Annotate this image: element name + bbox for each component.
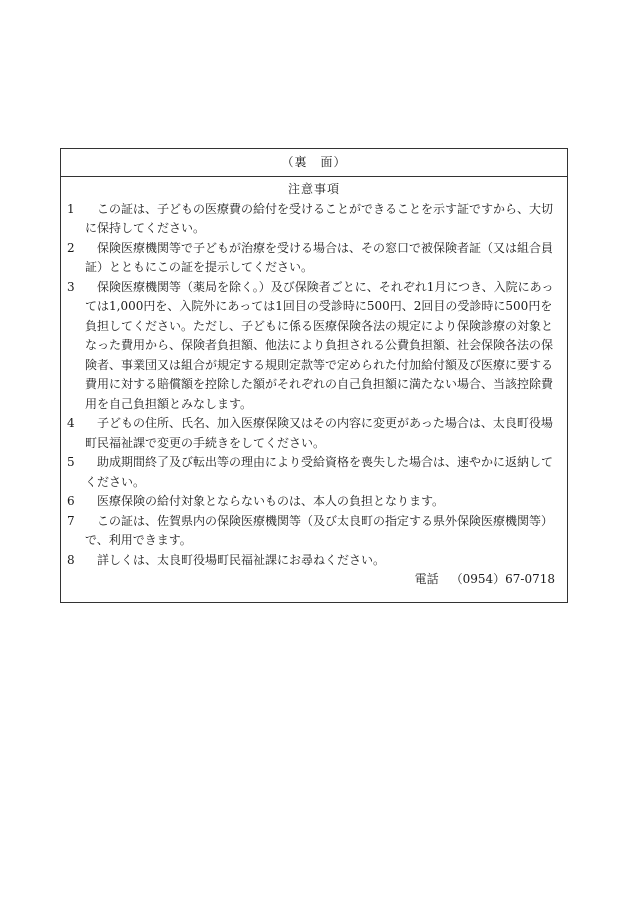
note-number: 6 bbox=[67, 494, 75, 508]
note-text: 保険医療機関等（薬局を除く。）及び保険者ごとに、それぞれ1月につき、入院にあっては1,000円を、入院外にあっては1回目の受診時に500円、2回目の受診時に500円を負担してください。ただし、子どもに係る医療保険各法の規定により保険診療の対象となった費用から、保険者負担額、他法により負担される公費負担額、社会保険各法の保険者、事業団又は組合が規定する規則定款等で定められた付加給付額及び医療に要する費用に対する賠償額を控除した額がそれぞれの自己負担額に満たない場合、当該控除費用を自己負担額とみなします。 bbox=[85, 279, 554, 411]
note-item bbox=[67, 239, 561, 278]
note-number: 7 bbox=[67, 513, 75, 528]
card-side-label: （裏 面） bbox=[281, 155, 347, 169]
note-text: 保険医療機関等で子どもが治療を受ける場合は、その窓口で被保険者証（又は組合員証）とともにこの証を提示してください。 bbox=[85, 240, 554, 274]
phone-label: 電話 bbox=[414, 572, 439, 586]
note-item bbox=[67, 278, 561, 415]
note-item bbox=[67, 551, 561, 571]
note-text: 医療保険の給付対象とならないものは、本人の負担となります。 bbox=[97, 494, 445, 508]
note-text: 子どもの住所、氏名、加入医療保険又はその内容に変更があった場合は、太良町役場町民福祉課で変更の手続きをしてください。 bbox=[85, 416, 553, 450]
section-title: 注意事項 bbox=[287, 182, 340, 196]
note-number: 4 bbox=[67, 416, 75, 430]
card-header bbox=[61, 149, 567, 177]
note-number: 2 bbox=[67, 240, 75, 255]
note-number: 3 bbox=[67, 279, 75, 294]
note-item bbox=[67, 512, 561, 551]
note-text: この証は、佐賀県内の保険医療機関等（及び太良町の指定する県外保険医療機関等）で、利用できます。 bbox=[85, 513, 554, 547]
note-number: 8 bbox=[67, 552, 75, 567]
notice-card bbox=[60, 148, 568, 603]
note-text: 助成期間終了及び転出等の理由により受給資格を喪失した場合は、速やかに返納してください。 bbox=[85, 455, 554, 489]
card-body bbox=[61, 177, 567, 590]
note-item bbox=[67, 414, 561, 453]
phone-number: （0954）67-0718 bbox=[450, 572, 555, 586]
note-item bbox=[67, 492, 561, 512]
note-text: 詳しくは、太良町役場町民福祉課にお尋ねください。 bbox=[97, 552, 386, 567]
note-text: この証は、子どもの医療費の給付を受けることができることを示す証ですから、大切に保持してください。 bbox=[85, 201, 554, 235]
note-number: 1 bbox=[67, 201, 75, 216]
contact-line bbox=[67, 570, 561, 590]
note-number: 5 bbox=[67, 455, 75, 469]
note-item bbox=[67, 453, 561, 492]
note-item bbox=[67, 200, 561, 239]
